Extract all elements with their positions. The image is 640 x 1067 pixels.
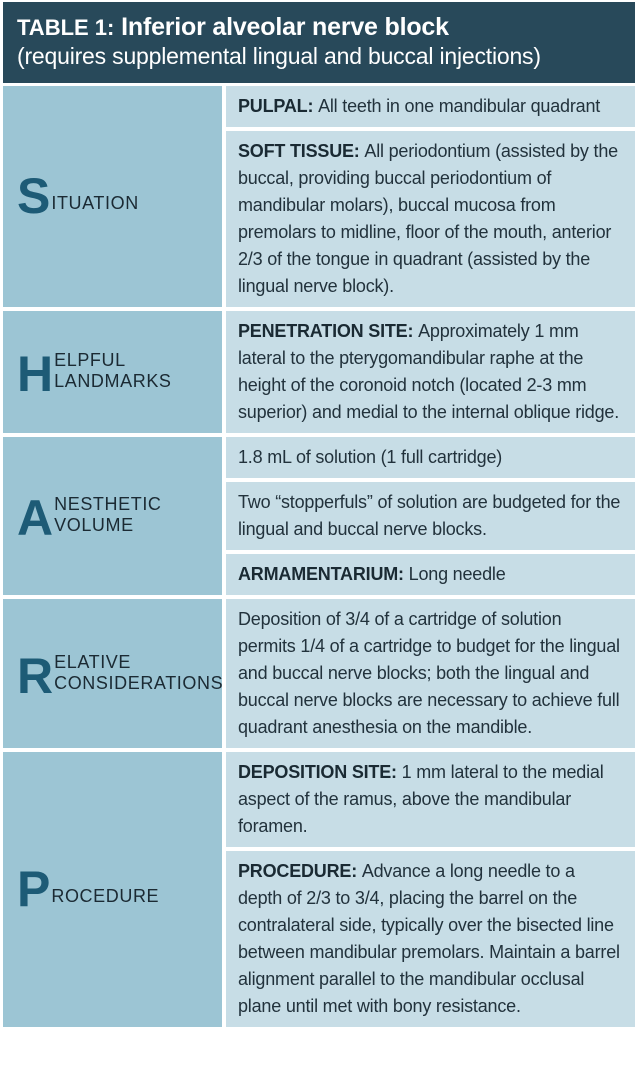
- cell-text: 1 mm lateral to the medial aspect of the ramus, above the mandibular foramen.: [238, 761, 604, 836]
- row-label-lines: [54, 350, 171, 393]
- row-label-line: ROCEDURE: [51, 885, 160, 906]
- cell-text: Approximately 1 mm lateral to the pterygomandibular raphe at the height of the coronoid notch (located 2-3 mm superior) and medial to the internal oblique ridge.: [238, 320, 620, 422]
- cell-text: Deposition of 3/4 of a cartridge of solution permits 1/4 of a cartridge to budget for the lingual and buccal nerve blocks; both the lingual and buccal nerve blocks are necessary to achieve full quadrant anesthesia on the mandible.: [238, 608, 620, 737]
- row-label-line: ELPFUL: [54, 350, 126, 371]
- table-body: [3, 86, 635, 1027]
- content-cell: [226, 851, 635, 1027]
- row-label-lines: [51, 886, 159, 908]
- row-label-line: VOLUME: [54, 515, 134, 536]
- cell-tag: ARMAMENTARIUM:: [238, 563, 409, 584]
- row-label-line: ITUATION: [51, 192, 139, 213]
- table-row: [3, 599, 635, 748]
- row-label-cell: [3, 752, 222, 1027]
- row-label: [17, 167, 139, 224]
- row-label: [17, 647, 224, 704]
- content-cell: [226, 86, 635, 127]
- cell-tag: PROCEDURE:: [238, 860, 362, 881]
- row-label-dropcap: P: [17, 860, 50, 917]
- table-row: [3, 437, 635, 595]
- content-cell: [226, 437, 635, 478]
- content-cell: [226, 752, 635, 847]
- row-label: [17, 490, 162, 547]
- table-header: [3, 2, 635, 83]
- row-label-line: LANDMARKS: [54, 371, 172, 392]
- table-header-line1: [17, 13, 621, 43]
- row-label-dropcap: A: [17, 490, 53, 547]
- row-label-lines: [54, 652, 223, 695]
- table-row: [3, 311, 635, 433]
- row-label-lines: [51, 193, 138, 215]
- row-label-dropcap: R: [17, 647, 53, 704]
- row-cells: [226, 86, 635, 307]
- cell-text: 1.8 mL of solution (1 full cartridge): [238, 446, 503, 467]
- table-number: TABLE 1:: [17, 15, 115, 40]
- cell-text: Advance a long needle to a depth of 2/3 to 3/4, placing the barrel on the contralateral side, typically over the bisected line between mandibular premolars. Maintain a barrel alignment parallel to the mandibular occlusal plane until met with bony resistance.: [238, 860, 620, 1016]
- cell-tag: PULPAL:: [238, 95, 319, 116]
- cell-text: All periodontium (assisted by the buccal, providing buccal periodontium of mandibular molars), buccal mucosa from premolars to midline, floor of the mouth, anterior 2/3 of the tongue in quadrant (assisted by the lingual nerve block).: [238, 140, 618, 296]
- row-label-cell: [3, 311, 222, 433]
- row-label-line: NESTHETIC: [54, 494, 162, 515]
- table-subtitle: (requires supplemental lingual and buccal injections): [17, 42, 541, 69]
- row-cells: [226, 752, 635, 1027]
- row-label-lines: [54, 494, 161, 537]
- content-cell: [226, 599, 635, 748]
- table-row: [3, 86, 635, 307]
- row-cells: [226, 437, 635, 595]
- cell-text: Long needle: [408, 563, 506, 584]
- cell-tag: DEPOSITION SITE:: [238, 761, 402, 782]
- cell-text: All teeth in one mandibular quadrant: [318, 95, 601, 116]
- row-label: [17, 860, 160, 917]
- cell-tag: SOFT TISSUE:: [238, 140, 365, 161]
- content-cell: [226, 482, 635, 550]
- cell-text: Two “stopperfuls” of solution are budgeted for the lingual and buccal nerve blocks.: [238, 491, 621, 539]
- row-label-cell: [3, 599, 222, 748]
- row-label-cell: [3, 437, 222, 595]
- content-cell: [226, 554, 635, 595]
- row-label-line: ELATIVE: [54, 651, 132, 672]
- row-label: [17, 346, 172, 403]
- row-label-dropcap: H: [17, 346, 53, 403]
- row-label-cell: [3, 86, 222, 307]
- row-cells: [226, 599, 635, 748]
- content-cell: [226, 311, 635, 433]
- content-cell: [226, 131, 635, 307]
- row-cells: [226, 311, 635, 433]
- cell-tag: PENETRATION SITE:: [238, 320, 419, 341]
- table-row: [3, 752, 635, 1027]
- row-label-dropcap: S: [17, 167, 50, 224]
- table-title: Inferior alveolar nerve block: [121, 13, 449, 41]
- row-label-line: CONSIDERATIONS: [54, 672, 224, 693]
